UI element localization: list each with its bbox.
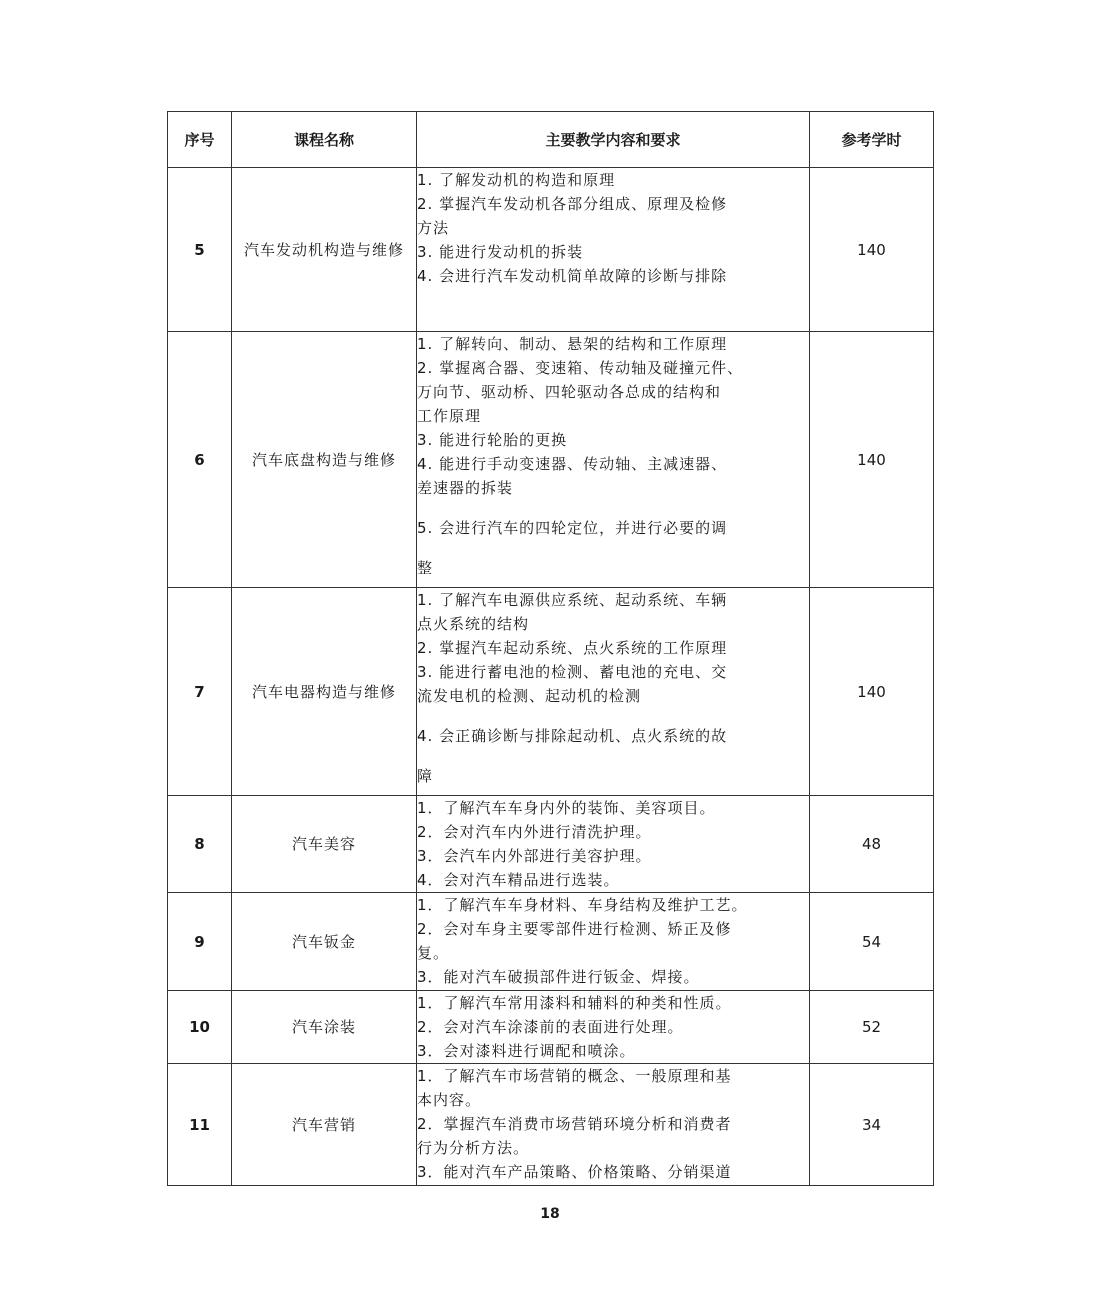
- content-line: 2. 掌握汽车发动机各部分组成、原理及检修: [417, 195, 728, 213]
- course-content: [417, 1064, 810, 1186]
- course-hours: 34: [810, 1064, 934, 1186]
- row-num: 11: [168, 1064, 232, 1186]
- course-name: 汽车底盘构造与维修: [232, 332, 417, 588]
- course-table: [167, 111, 934, 1186]
- content-line: 3．会汽车内外部进行美容护理。: [417, 847, 652, 865]
- content-line: 工作原理: [417, 407, 482, 425]
- content-line: 3．会对漆料进行调配和喷涂。: [417, 1042, 636, 1060]
- row-num: 10: [168, 991, 232, 1064]
- table-row: [168, 588, 934, 796]
- content-line: 3．能对汽车破损部件进行钣金、焊接。: [417, 968, 700, 986]
- course-content: [417, 893, 810, 991]
- content-line: 4. 会正确诊断与排除起动机、点火系统的故: [417, 727, 728, 745]
- course-name: 汽车涂装: [232, 991, 417, 1064]
- row-num: 7: [168, 588, 232, 796]
- course-hours: 140: [810, 168, 934, 332]
- table-row: [168, 991, 934, 1064]
- content-line: 点火系统的结构: [417, 615, 530, 633]
- content-line: 2．掌握汽车消费市场营销环境分析和消费者: [417, 1115, 732, 1133]
- header-row: [168, 112, 934, 168]
- content-line: 2．会对汽车内外进行清洗护理。: [417, 823, 652, 841]
- content-line: 3．能对汽车产品策略、价格策略、分销渠道: [417, 1163, 732, 1181]
- course-name: 汽车电器构造与维修: [232, 588, 417, 796]
- course-hours: 140: [810, 588, 934, 796]
- course-hours: 52: [810, 991, 934, 1064]
- content-line: 3. 能进行蓄电池的检测、蓄电池的充电、交: [417, 663, 728, 681]
- content-line: 2. 掌握汽车起动系统、点火系统的工作原理: [417, 639, 728, 657]
- header-name: 课程名称: [232, 112, 417, 168]
- course-content: [417, 991, 810, 1064]
- course-name: 汽车营销: [232, 1064, 417, 1186]
- course-name: 汽车美容: [232, 796, 417, 893]
- content-line: 4. 能进行手动变速器、传动轴、主减速器、: [417, 455, 728, 473]
- content-line: 障: [417, 767, 434, 785]
- content-line: 5. 会进行汽车的四轮定位，并进行必要的调: [417, 519, 728, 537]
- header-hours: 参考学时: [810, 112, 934, 168]
- header-num: 序号: [168, 112, 232, 168]
- content-line: 1．了解汽车常用漆料和辅料的种类和性质。: [417, 994, 732, 1012]
- table-row: [168, 893, 934, 991]
- header-content: 主要教学内容和要求: [417, 112, 810, 168]
- content-line: 万向节、驱动桥、四轮驱动各总成的结构和: [417, 383, 722, 401]
- content-line: 方法: [417, 219, 450, 237]
- row-num: 6: [168, 332, 232, 588]
- content-line: 3. 能进行发动机的拆装: [417, 243, 584, 261]
- table-row: [168, 796, 934, 893]
- course-content: [417, 588, 810, 796]
- table-row: [168, 168, 934, 332]
- content-line: 行为分析方法。: [417, 1139, 530, 1157]
- content-line: 复。: [417, 944, 450, 962]
- content-line: 1. 了解发动机的构造和原理: [417, 171, 616, 189]
- content-line: 流发电机的检测、起动机的检测: [417, 687, 642, 705]
- course-content: [417, 796, 810, 893]
- content-line: 3. 能进行轮胎的更换: [417, 431, 568, 449]
- course-hours: 48: [810, 796, 934, 893]
- course-name: 汽车发动机构造与维修: [232, 168, 417, 332]
- row-num: 5: [168, 168, 232, 332]
- content-line: 差速器的拆装: [417, 479, 514, 497]
- content-line: 4．会对汽车精品进行选装。: [417, 871, 620, 889]
- content-line: 1．了解汽车车身内外的装饰、美容项目。: [417, 799, 716, 817]
- content-line: 1．了解汽车车身材料、车身结构及维护工艺。: [417, 896, 748, 914]
- table-row: [168, 1064, 934, 1186]
- content-line: 2. 掌握离合器、变速箱、传动轴及碰撞元件、: [417, 359, 744, 377]
- course-hours: 140: [810, 332, 934, 588]
- row-num: 9: [168, 893, 232, 991]
- content-line: 1．了解汽车市场营销的概念、一般原理和基: [417, 1067, 732, 1085]
- content-line: 整: [417, 559, 434, 577]
- content-line: 4. 会进行汽车发动机简单故障的诊断与排除: [417, 267, 728, 285]
- course-hours: 54: [810, 893, 934, 991]
- content-line: 2．会对汽车涂漆前的表面进行处理。: [417, 1018, 684, 1036]
- table-row: [168, 332, 934, 588]
- content-line: 1. 了解转向、制动、悬架的结构和工作原理: [417, 335, 728, 353]
- row-num: 8: [168, 796, 232, 893]
- course-content: [417, 332, 810, 588]
- course-content: [417, 168, 810, 332]
- content-line: 本内容。: [417, 1091, 482, 1109]
- content-line: 2．会对车身主要零部件进行检测、矫正及修: [417, 920, 732, 938]
- page-number: 18: [540, 1206, 560, 1222]
- course-name: 汽车钣金: [232, 893, 417, 991]
- content-line: 1. 了解汽车电源供应系统、起动系统、车辆: [417, 591, 728, 609]
